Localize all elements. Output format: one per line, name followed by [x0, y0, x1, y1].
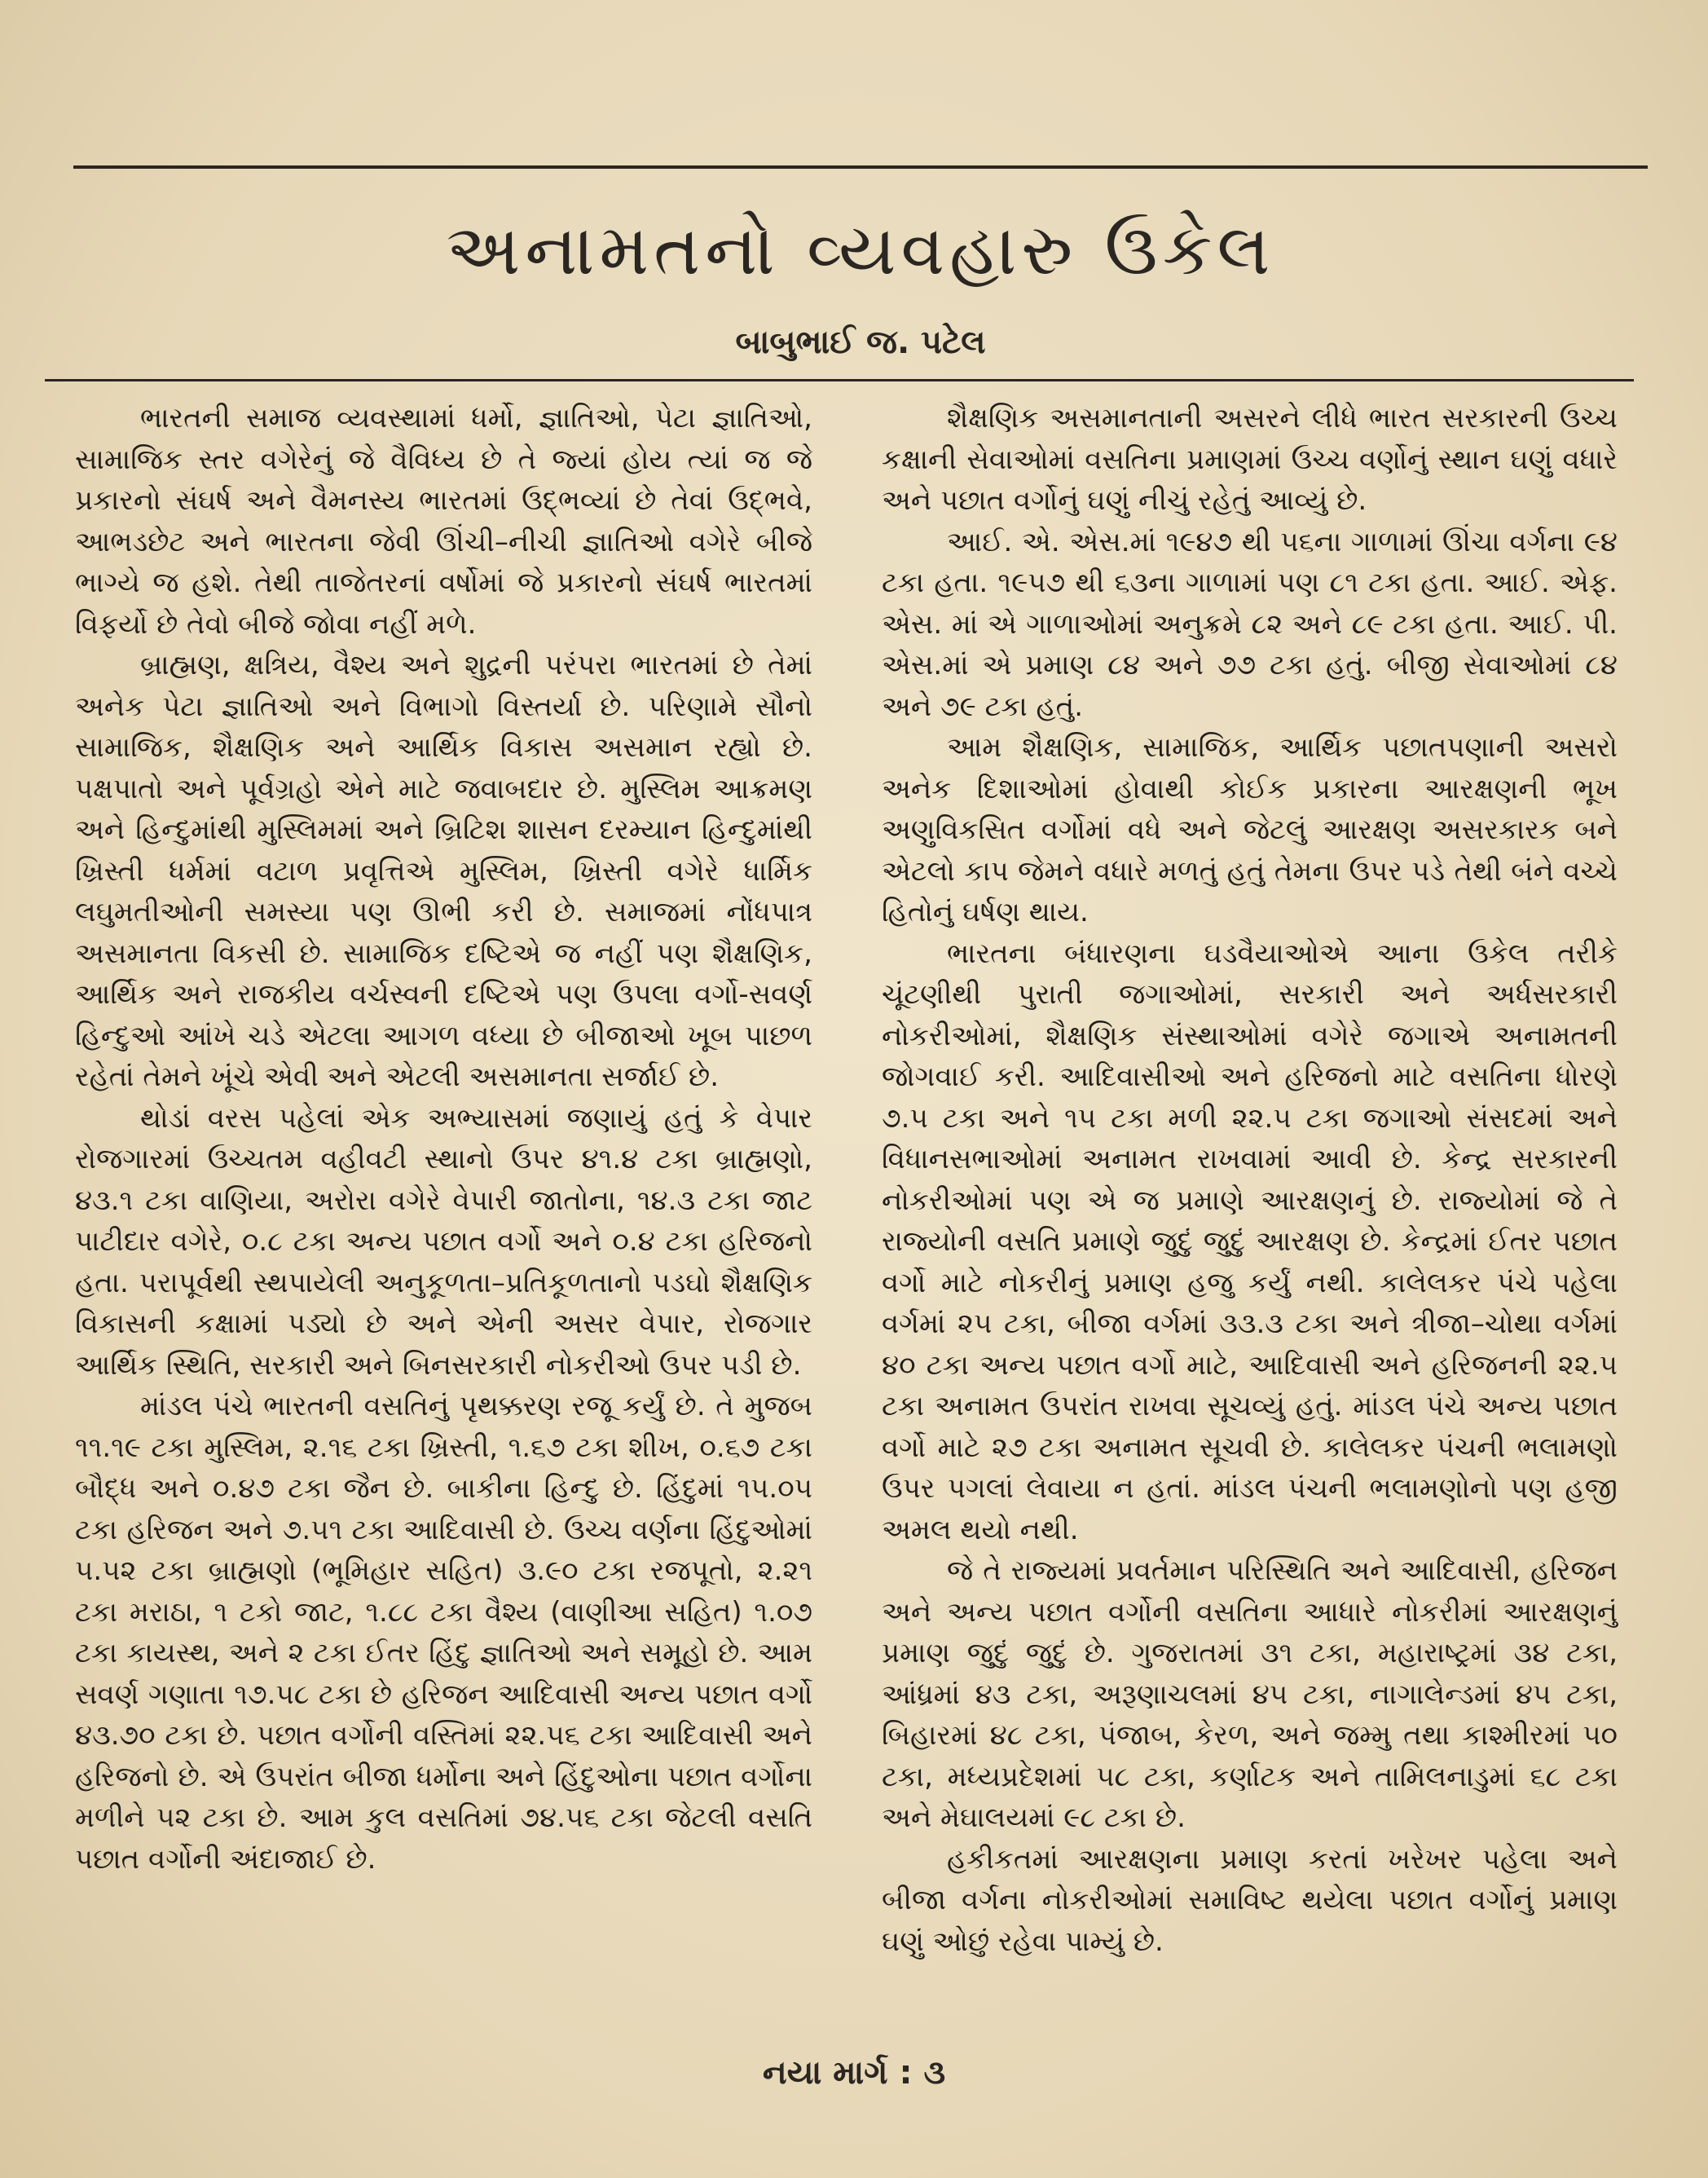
paragraph: બ્રાહ્મણ, ક્ષત્રિય, વૈશ્ય અને શુદ્રની પરંપરા ભારતમાં છે તેમાં અનેક પેટા જ્ઞાતિઓ અને વિભાગો વિસ્તર્યા છે. પરિણામે સૌનો સામાજિક, શૈક્ષણિક અને આર્થિક વિકાસ અસમાન રહ્યો છે. પક્ષપાતો અને પૂર્વગ્રહો એને માટે જવાબદાર છે. મુસ્લિમ આક્રમણ અને હિન્દુમાંથી મુસ્લિમમાં અને બ્રિટિશ શાસન દરમ્યાન હિન્દુમાંથી ખ્રિસ્તી ધર્મમાં વટાળ પ્રવૃત્તિએ મુસ્લિમ, ખ્રિસ્તી વગેરે ધાર્મિક લઘુમતીઓની સમસ્યા પણ ઊભી કરી છે. સમાજમાં નોંધપાત્ર અસમાનતા વિકસી છે. સામાજિક દષ્ટિએ જ નહીં પણ શૈક્ષણિક, આર્થિક અને રાજકીય વર્ચસ્વની દષ્ટિએ પણ ઉપલા વર્ગો-સવર્ણ હિન્દુઓ આંખે ચડે એટલા આગળ વધ્યા છે બીજાઓ ખૂબ પાછળ રહેતાં તેમને ખૂંચે એવી અને એટલી અસમાનતા સર્જાઈ છે.: [75, 649, 812, 1093]
paragraph: હકીકતમાં આરક્ષણના પ્રમાણ કરતાં ખરેખર પહેલા અને બીજા વર્ગના નોકરીઓમાં સમાવિષ્ટ થયેલા પછાત વર્ગોનું પ્રમાણ ઘણું ઓછું રહેવા પામ્યું છે.: [882, 1842, 1618, 1958]
right-column: [882, 398, 1618, 1962]
left-column: [75, 398, 812, 1880]
publication-name: નયા માર્ગ: [762, 2054, 888, 2092]
paragraph: માંડલ પંચે ભારતની વસતિનું પૃથક્કરણ રજૂ કર્યું છે. તે મુજબ ૧૧.૧૯ ટકા મુસ્લિમ, ૨.૧૬ ટકા ખ્રિસ્તી, ૧.૬૭ ટકા શીખ, ૦.૬૭ ટકા બૌદ્ધ અને ૦.૪૭ ટકા જૈન છે. બાકીના હિન્દુ છે. હિંદુમાં ૧૫.૦૫ ટકા હરિજન અને ૭.૫૧ ટકા આદિવાસી છે. ઉચ્ચ વર્ણના હિંદુઓમાં ૫.૫૨ ટકા બ્રાહ્મણો (ભૂમિહાર સહિત) ૩.૯૦ ટકા રજપૂતો, ૨.૨૧ ટકા મરાઠા, ૧ ટકો જાટ, ૧.૮૮ ટકા વૈશ્ય (વાણીઆ સહિત) ૧.૦૭ ટકા કાયસ્થ, અને ૨ ટકા ઈતર હિંદુ જ્ઞાતિઓ અને સમૂહો છે. આમ સવર્ણ ગણાતા ૧૭.૫૮ ટકા છે હરિજન આદિવાસી અન્ય પછાત વર્ગો ૪૩.૭૦ ટકા છે. પછાત વર્ગોની વસ્તિમાં ૨૨.૫૬ ટકા આદિવાસી અને હરિજનો છે. એ ઉપરાંત બીજા ધર્મોના અને હિંદુઓના પછાત વર્ગોના મળીને ૫૨ ટકા છે. આમ કુલ વસતિમાં ૭૪.૫૬ ટકા જેટલી વસતિ પછાત વર્ગોની અંદાજાઈ છે.: [75, 1390, 812, 1876]
paragraph: આમ શૈક્ષણિક, સામાજિક, આર્થિક પછાતપણાની અસરો અનેક દિશાઓમાં હોવાથી કોઈક પ્રકારના આરક્ષણની ભૂખ અણુવિકસિત વર્ગોમાં વધે અને જેટલું આરક્ષણ અસરકારક બને એટલો કાપ જેમને વધારે મળતું હતું તેમના ઉપર પડે તેથી બંને વચ્ચે હિતોનું ઘર્ષણ થાય.: [882, 731, 1618, 928]
paragraph: આઈ. એ. એસ.માં ૧૯૪૭ થી ૫૬ના ગાળામાં ઊંચા વર્ગના ૯૪ ટકા હતા. ૧૯૫૭ થી ૬૩ના ગાળામાં પણ ૮૧ ટકા હતા. આઈ. એફ. એસ. માં એ ગાળાઓમાં અનુક્રમે ૮૨ અને ૮૯ ટકા હતા. આઈ. પી. એસ.માં એ પ્રમાણ ૮૪ અને ૭૭ ટકા હતું. બીજી સેવાઓમાં ૮૪ અને ૭૯ ટકા હતું.: [882, 525, 1618, 723]
page-number: ૩: [923, 2054, 946, 2092]
page-footer: [0, 2052, 1708, 2093]
header-divider: [45, 379, 1634, 381]
paragraph: જે તે રાજ્યમાં પ્રવર્તમાન પરિસ્થિતિ અને આદિવાસી, હરિજન અને અન્ય પછાત વર્ગોની વસતિના આધારે નોકરીમાં આરક્ષણનું પ્રમાણ જુદું જુદું છે. ગુજરાતમાં ૩૧ ટકા, મહારાષ્ટ્રમાં ૩૪ ટકા, આંધ્રમાં ૪૩ ટકા, અરૂણાચલમાં ૪૫ ટકા, નાગાલેન્ડમાં ૪૫ ટકા, બિહારમાં ૪૮ ટકા, પંજાબ, કેરળ, અને જમ્મુ તથા કાશ્મીરમાં ૫૦ ટકા, મધ્યપ્રદેશમાં ૫૮ ટકા, કર્ણાટક અને તામિલનાડુમાં ૬૮ ટકા અને મેઘાલયમાં ૯૮ ટકા છે.: [882, 1554, 1618, 1834]
paragraph: ભારતની સમાજ વ્યવસ્થામાં ધર્મો, જ્ઞાતિઓ, પેટા જ્ઞાતિઓ, સામાજિક સ્તર વગેરેનું જે વૈવિધ્ય છે તે જ્યાં હોય ત્યાં જ જે પ્રકારનો સંઘર્ષ અને વૈમનસ્ય ભારતમાં ઉદ્ભવ્યાં છે તેવાં ઉદ્ભવે, આભડછેટ અને ભારતના જેવી ઊંચી–નીચી જ્ઞાતિઓ વગેરે બીજે ભાગ્યે જ હશે. તેથી તાજેતરનાં વર્ષોમાં જે પ્રકારનો સંઘર્ષ ભારતમાં વિફર્યો છે તેવો બીજે જોવા નહીં મળે.: [75, 402, 812, 641]
article-title: અનામતનો વ્યવહારુ ઉકેલ: [446, 209, 1275, 291]
author-byline: બાબુભાઈ જ. પટેલ: [735, 324, 986, 361]
footer-separator: :: [899, 2054, 913, 2092]
top-rule: [73, 165, 1648, 169]
paragraph: શૈક્ષણિક અસમાનતાની અસરને લીધે ભારત સરકારની ઉચ્ચ કક્ષાની સેવાઓમાં વસતિના પ્રમાણમાં ઉચ્ચ વર્ણોનું સ્થાન ઘણું વધારે અને પછાત વર્ગોનું ઘણું નીચું રહેતું આવ્યું છે.: [882, 402, 1618, 517]
paragraph: થોડાં વરસ પહેલાં એક અભ્યાસમાં જણાયું હતું કે વેપાર રોજગારમાં ઉચ્ચતમ વહીવટી સ્થાનો ઉપર ૪૧.૪ ટકા બ્રાહ્મણો, ૪૩.૧ ટકા વાણિયા, અરોરા વગેરે વેપારી જાતોના, ૧૪.૩ ટકા જાટ પાટીદાર વગેરે, ૦.૮ ટકા અન્ય પછાત વર્ગો અને ૦.૪ ટકા હરિજનો હતા. પરાપૂર્વથી સ્થપાયેલી અનુકૂળતા–પ્રતિકૂળતાનો પડઘો શૈક્ષણિક વિકાસની કક્ષામાં પડ્યો છે અને એની અસર વેપાર, રોજગાર આર્થિક સ્થિતિ, સરકારી અને બિનસરકારી નોકરીઓ ઉપર પડી છે.: [75, 1101, 812, 1382]
paragraph: ભારતના બંધારણના ઘડવૈયાઓએ આના ઉકેલ તરીકે ચૂંટણીથી પુરાતી જગાઓમાં, સરકારી અને અર્ધસરકારી નોકરીઓમાં, શૈક્ષણિક સંસ્થાઓમાં વગેરે જગાએ અનામતની જોગવાઈ કરી. આદિવાસીઓ અને હરિજનો માટે વસતિના ધોરણે ૭.૫ ટકા અને ૧૫ ટકા મળી ૨૨.૫ ટકા જગાઓ સંસદમાં અને વિધાનસભાઓમાં અનામત રાખવામાં આવી છે. કેન્દ્ર સરકારની નોકરીઓમાં પણ એ જ પ્રમાણે આરક્ષણનું છે. રાજ્યોમાં જે તે રાજ્યોની વસતિ પ્રમાણે જુદું જુદું આરક્ષણ છે. કેન્દ્રમાં ઈતર પછાત વર્ગો માટે નોકરીનું પ્રમાણ હજુ કર્યું નથી. કાલેલકર પંચે પહેલા વર્ગમાં ૨૫ ટકા, બીજા વર્ગમાં ૩૩.૩ ટકા અને ત્રીજા–ચોથા વર્ગમાં ૪૦ ટકા અન્ય પછાત વર્ગો માટે, આદિવાસી અને હરિજનની ૨૨.૫ ટકા અનામત ઉપરાંત રાખવા સૂચવ્યું હતું. માંડલ પંચે અન્ય પછાત વર્ગો માટે ૨૭ ટકા અનામત સૂચવી છે. કાલેલકર પંચની ભલામણો ઉપર પગલાં લેવાયા ન હતાં. માંડલ પંચની ભલામણોનો પણ હજી અમલ થયો નથી.: [882, 937, 1618, 1546]
